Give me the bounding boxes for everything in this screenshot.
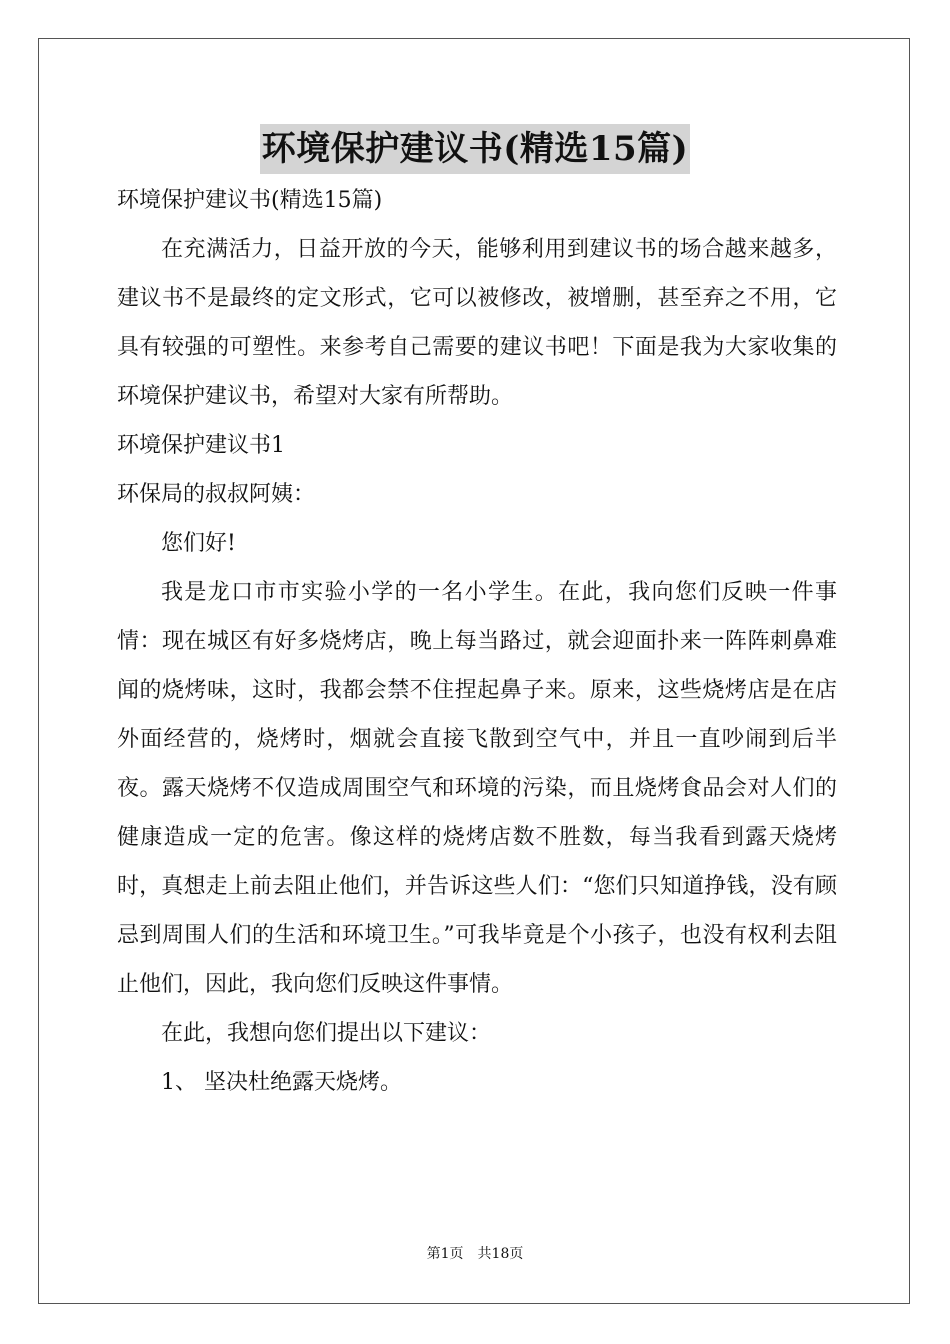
body-paragraph: 我是龙口市市实验小学的一名小学生。在此，我向您们反映一件事情：现在城区有好多烧烤店，晚上每当路过，就会迎面扑来一阵阵刺鼻难闻的烧烤味，这时，我都会禁不住捏起鼻子来。原来，这些烧烤店是在店外面经营的，烧烤时，烟就会直接飞散到空气中，并且一直吵闹到后半夜。露天烧烤不仅造成周围空气和环境的污染，而且烧烤食品会对人们的健康造成一定的危害。像这样的烧烤店数不胜数，每当我看到露天烧烤时，真想走上前去阻止他们，并告诉这些人们：“您们只知道挣钱，没有顾忌到周围人们的生活和环境卫生。”可我毕竟是个小孩子，也没有权利去阻止他们，因此，我向您们反映这件事情。 [117, 580, 837, 997]
section-heading: 环境保护建议书1 [117, 433, 285, 458]
suggestion-item-1: 1、 坚决杜绝露天烧烤。 [161, 1070, 402, 1095]
page-footer [0, 1244, 950, 1264]
page-number: 第1页 [426, 1246, 464, 1262]
suggestion-intro: 在此，我想向您们提出以下建议： [161, 1021, 492, 1046]
salutation: 环保局的叔叔阿姨： [117, 482, 316, 507]
title-container [0, 124, 950, 174]
greeting: 您们好! [161, 531, 236, 556]
document-title: 环境保护建议书(精选15篇) [260, 124, 691, 174]
subtitle-line: 环境保护建议书(精选15篇) [117, 188, 383, 213]
intro-paragraph: 在充满活力，日益开放的今天，能够利用到建议书的场合越来越多，建议书不是最终的定文形式，它可以被修改，被增删，甚至弃之不用，它具有较强的可塑性。来参考自己需要的建议书吧！下面是我为大家收集的环境保护建议书，希望对大家有所帮助。 [117, 237, 837, 409]
page-total: 共18页 [477, 1246, 524, 1262]
document-body [117, 176, 837, 1107]
